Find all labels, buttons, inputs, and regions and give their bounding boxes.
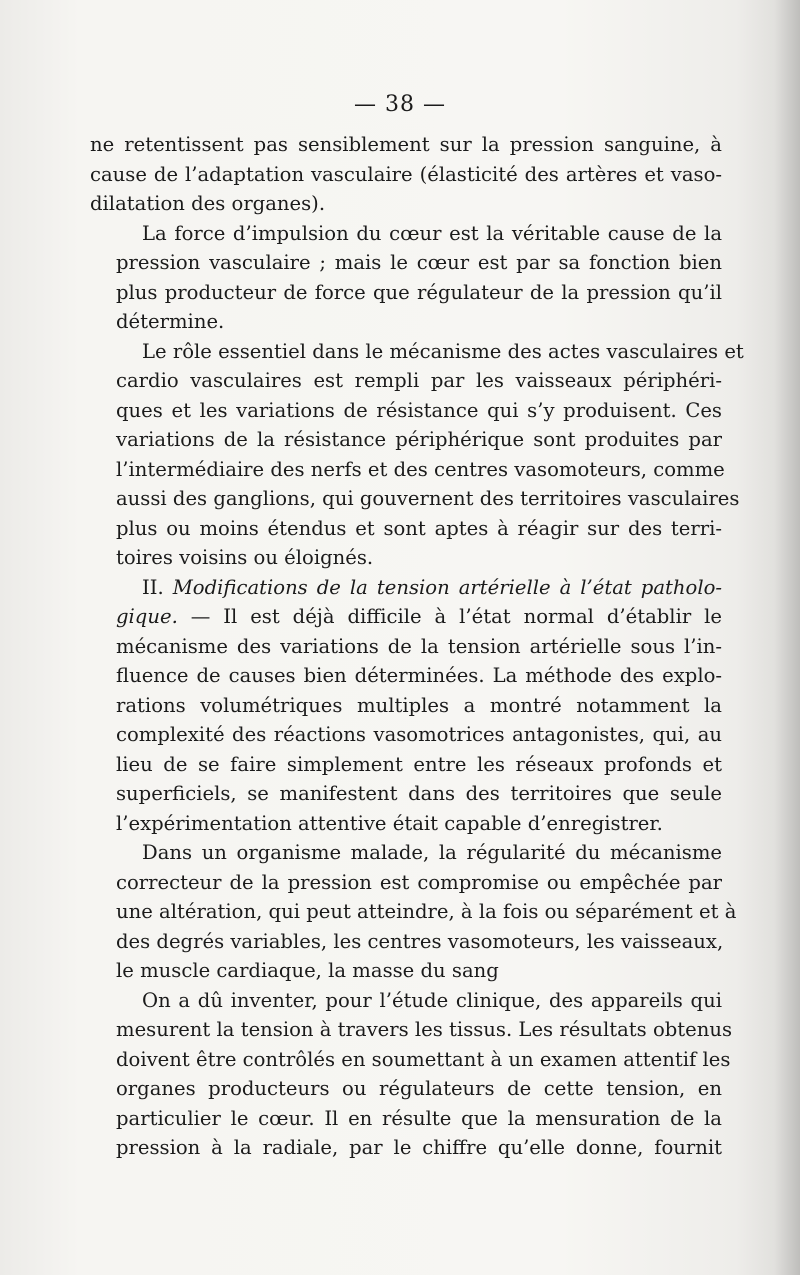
- text-line: fluence de causes bien déterminées. La méthode des explo-: [116, 664, 722, 687]
- page-edge-shadow: [774, 0, 800, 1275]
- paragraph: [90, 219, 722, 337]
- section-number: II.: [142, 575, 173, 599]
- text-line: plus ou moins étendus et sont aptes à réagir sur des terri-: [116, 516, 722, 540]
- text-line: On a dû inventer, pour l’étude clinique, des appareils qui: [142, 988, 722, 1012]
- text-line: l’intermédiaire des nerfs et des centres vasomoteurs, comme: [116, 457, 725, 481]
- text-line: toires voisins ou éloignés.: [116, 546, 374, 569]
- text-line: particulier le cœur. Il en résulte que la mensuration de la: [116, 1106, 722, 1130]
- paragraph: [90, 986, 733, 1163]
- text-line: organes producteurs ou régulateurs de cette tension, en: [116, 1077, 722, 1100]
- text-line: mesurent la tension à travers les tissus. Les résultats obtenus: [116, 1018, 733, 1041]
- body-text: [90, 130, 744, 1163]
- text-line: La force d’impulsion du cœur est la véritable cause de la: [142, 221, 722, 245]
- paragraph-section-ii: [90, 573, 722, 839]
- text-line: l’expérimentation attentive était capable d’enregistrer.: [116, 811, 663, 835]
- paragraph: [90, 130, 722, 219]
- text-line: correcteur de la pression est compromise ou empêchée par: [116, 870, 722, 894]
- text-line: des degrés variables, les centres vasomoteurs, les vaisseaux,: [116, 929, 724, 953]
- section-heading-line: [90, 573, 722, 603]
- text-line: plus producteur de force que régulateur de la pression qu’il: [116, 280, 722, 304]
- text-line: ne retentissent pas sensiblement sur la pression sanguine, à: [90, 133, 722, 156]
- text-line: variations de la résistance périphérique sont produites par: [116, 428, 722, 451]
- text-line: aussi des ganglions, qui gouvernent des territoires vasculaires: [116, 487, 740, 510]
- text-line: une altération, qui peut atteindre, à la fois ou séparément et à: [116, 900, 737, 923]
- text-line: superficiels, se manifestent dans des territoires que seule: [116, 782, 722, 805]
- text-line: ques et les variations de résistance qui s’y produisent. Ces: [116, 398, 722, 422]
- text-line: cause de l’adaptation vasculaire (élasticité des artères et vaso-: [90, 162, 722, 186]
- text-line: le muscle cardiaque, la masse du sang: [116, 959, 499, 982]
- section-title: Modifications de la tension artérielle à l’état patholo-: [172, 575, 723, 599]
- section-title-cont: gique.: [116, 605, 178, 628]
- text-line: doivent être contrôlés en soumettant à un examen attentif les: [116, 1047, 731, 1071]
- text-line: [90, 602, 722, 632]
- text-line: Dans un organisme malade, la régularité du mécanisme: [142, 841, 722, 864]
- text-line: complexité des réactions vasomotrices antagonistes, qui, au: [116, 723, 722, 746]
- text-line: pression à la radiale, par le chiffre qu’elle donne, fournit: [116, 1136, 722, 1159]
- text-line: lieu de se faire simplement entre les réseaux profonds et: [116, 752, 722, 776]
- text-line: mécanisme des variations de la tension artérielle sous l’in-: [116, 634, 722, 658]
- text-line: détermine.: [116, 310, 225, 333]
- text-line: cardio vasculaires est rempli par les vaisseaux périphéri-: [116, 369, 722, 392]
- paragraph: [90, 337, 744, 573]
- text-span: — Il est déjà difficile à l’état normal d’établir le: [177, 605, 722, 628]
- text-line: pression vasculaire ; mais le cœur est par sa fonction bien: [116, 251, 722, 274]
- text-line: rations volumétriques multiples a montré notamment la: [116, 693, 722, 717]
- text-line: Le rôle essentiel dans le mécanisme des actes vasculaires et: [142, 339, 744, 363]
- text-line: dilatation des organes).: [90, 192, 326, 215]
- page-number: — 38 —: [354, 92, 446, 117]
- paragraph: [90, 838, 737, 986]
